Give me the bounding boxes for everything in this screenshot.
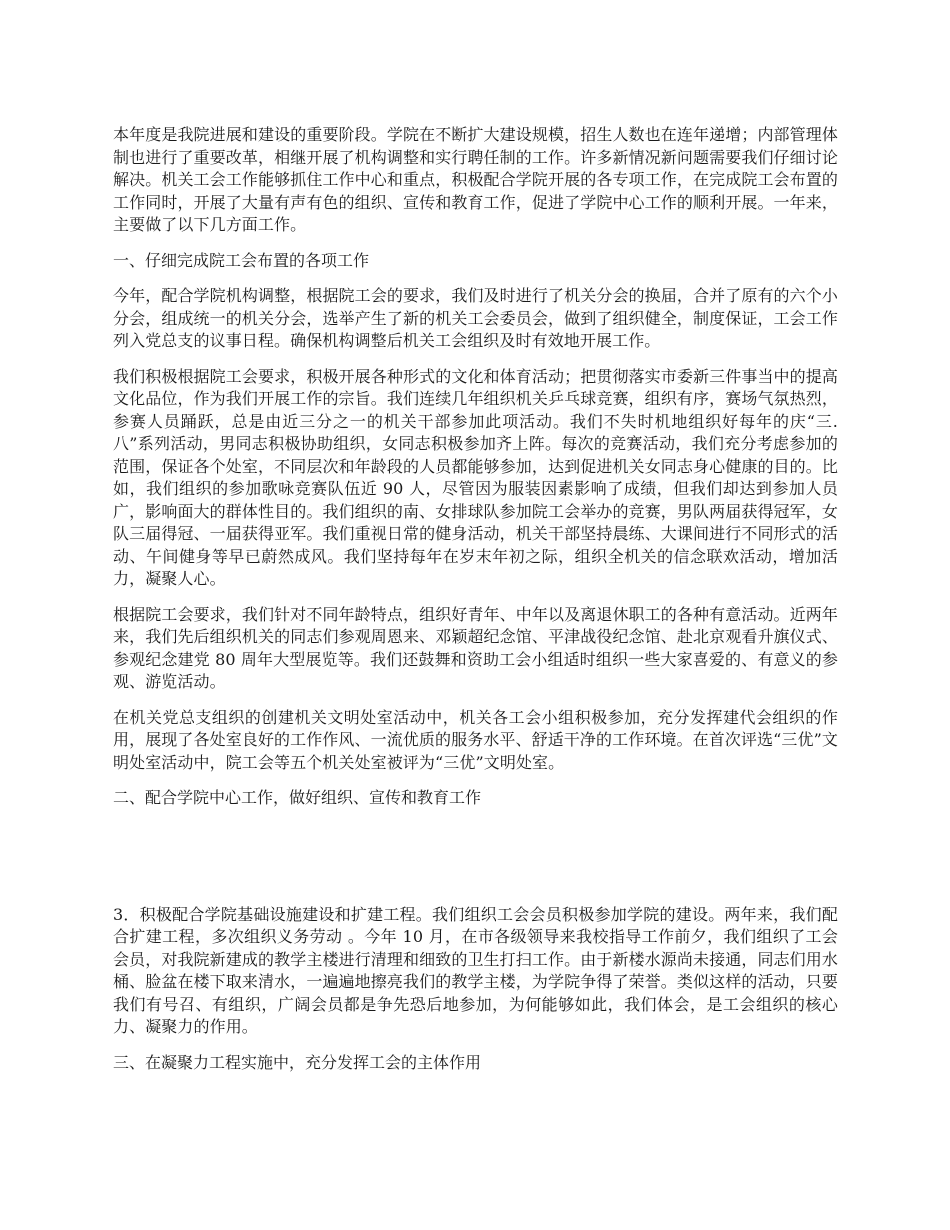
paragraph-intro: 本年度是我院进展和建设的重要阶段。学院在不断扩大建设规模，招生人数也在连年递增；内部管理体制也进行了重要改革，相继开展了机构调整和实行聘任制的工作。许多新情况新问题需要我们仔细讨论解决。机关工会工作能够抓住工作中心和重点，积极配合学院开展的各专项工作，在完成院工会布置的工作同时，开展了大量有声有色的组织、宣传和教育工作，促进了学院中心工作的顺利开展。一年来，主要做了以下几方面工作。 [113,125,838,234]
paragraph-reorganization: 今年，配合学院机构调整，根据院工会的要求，我们及时进行了机关分会的换届，合并了原有的六个小分会，组成统一的机关分会，选举产生了新的机关工会委员会，做到了组织健全，制度保证，工会工作列入党总支的议事日程。确保机构调整后机关工会组织及时有效地开展工作。 [113,286,838,350]
paragraph-construction: 3．积极配合学院基础设施建设和扩建工程。我们组织工会会员积极参加学院的建设。两年来，我们配合扩建工程，多次组织义务劳动 。今年 10 月，在市各级领导来我校指导工作前夕，我们组织了工会会员，对我院新建成的教学主楼进行清理和细致的卫生打扫工作。由于新楼水源尚未接通，同志们用水桶、脸盆在楼下取来清水，一遍遍地擦亮我们的教学主楼，为学院争得了荣誉。类似这样的活动，只要我们有号召、有组织，广阔会员都是争先恐后地参加，为何能够如此，我们体会，是工会组织的核心力、凝聚力的作用。 [113,904,838,1036]
paragraph-age-activities: 根据院工会要求，我们针对不同年龄特点，组织好青年、中年以及离退休职工的各种有意活动。近两年来，我们先后组织机关的同志们参观周恩来、邓颖超纪念馆、平津战役纪念馆、赴北京观看升旗仪式、参观纪念建党 80 周年大型展览等。我们还鼓舞和资助工会小组适时组织一些大家喜爱的、有意义的参观、游览活动。 [113,604,838,691]
document-body [113,124,838,1087]
paragraph-culture-sports: 我们积极根据院工会要求，积极开展各种形式的文化和体育活动；把贯彻落实市委新三件事当中的提高文化品位，作为我们开展工作的宗旨。我们连续几年组织机关乒乓球竞赛，组织有序，赛场气氛热烈，参赛人员踊跃，总是由近三分之一的机关干部参加此项活动。我们不失时机地组织好每年的庆“三.八”系列活动，男同志积极协助组织，女同志积极参加齐上阵。每次的竞赛活动，我们充分考虑参加的范围，保证各个处室，不同层次和年龄段的人员都能够参加，达到促进机关女同志身心健康的目的。比如，我们组织的参加歌咏竞赛队伍近 90 人，尽管因为服装因素影响了成绩，但我们却达到参加人员广，影响面大的群体性目的。我们组织的南、女排球队参加院工会举办的竞赛，男队两届获得冠军，女队三届得冠、一届获得亚军。我们重视日常的健身活动，机关干部坚持晨练、大课间进行不同形式的活动、午间健身等早已蔚然成风。我们坚持每年在岁末年初之际，组织全机关的信念联欢活动，增加活力，凝聚人心。 [113,366,838,588]
section-heading-1: 一、仔细完成院工会布置的各项工作 [113,250,370,270]
section-heading-2: 二、配合学院中心工作，做好组织、宣传和教育工作 [113,788,482,807]
section-heading-3: 三、在凝聚力工程实施中，充分发挥工会的主体作用 [113,1052,482,1072]
paragraph-civilized-office: 在机关党总支组织的创建机关文明处室活动中，机关各工会小组积极参加，充分发挥建代会组织的作用，展现了各处室良好的工作作风、一流优质的服务水平、舒适干净的工作环境。在首次评选“三优”文明处室活动中，院工会等五个机关处室被评为“三优”文明处室。 [113,707,838,772]
blank-space [113,823,838,904]
